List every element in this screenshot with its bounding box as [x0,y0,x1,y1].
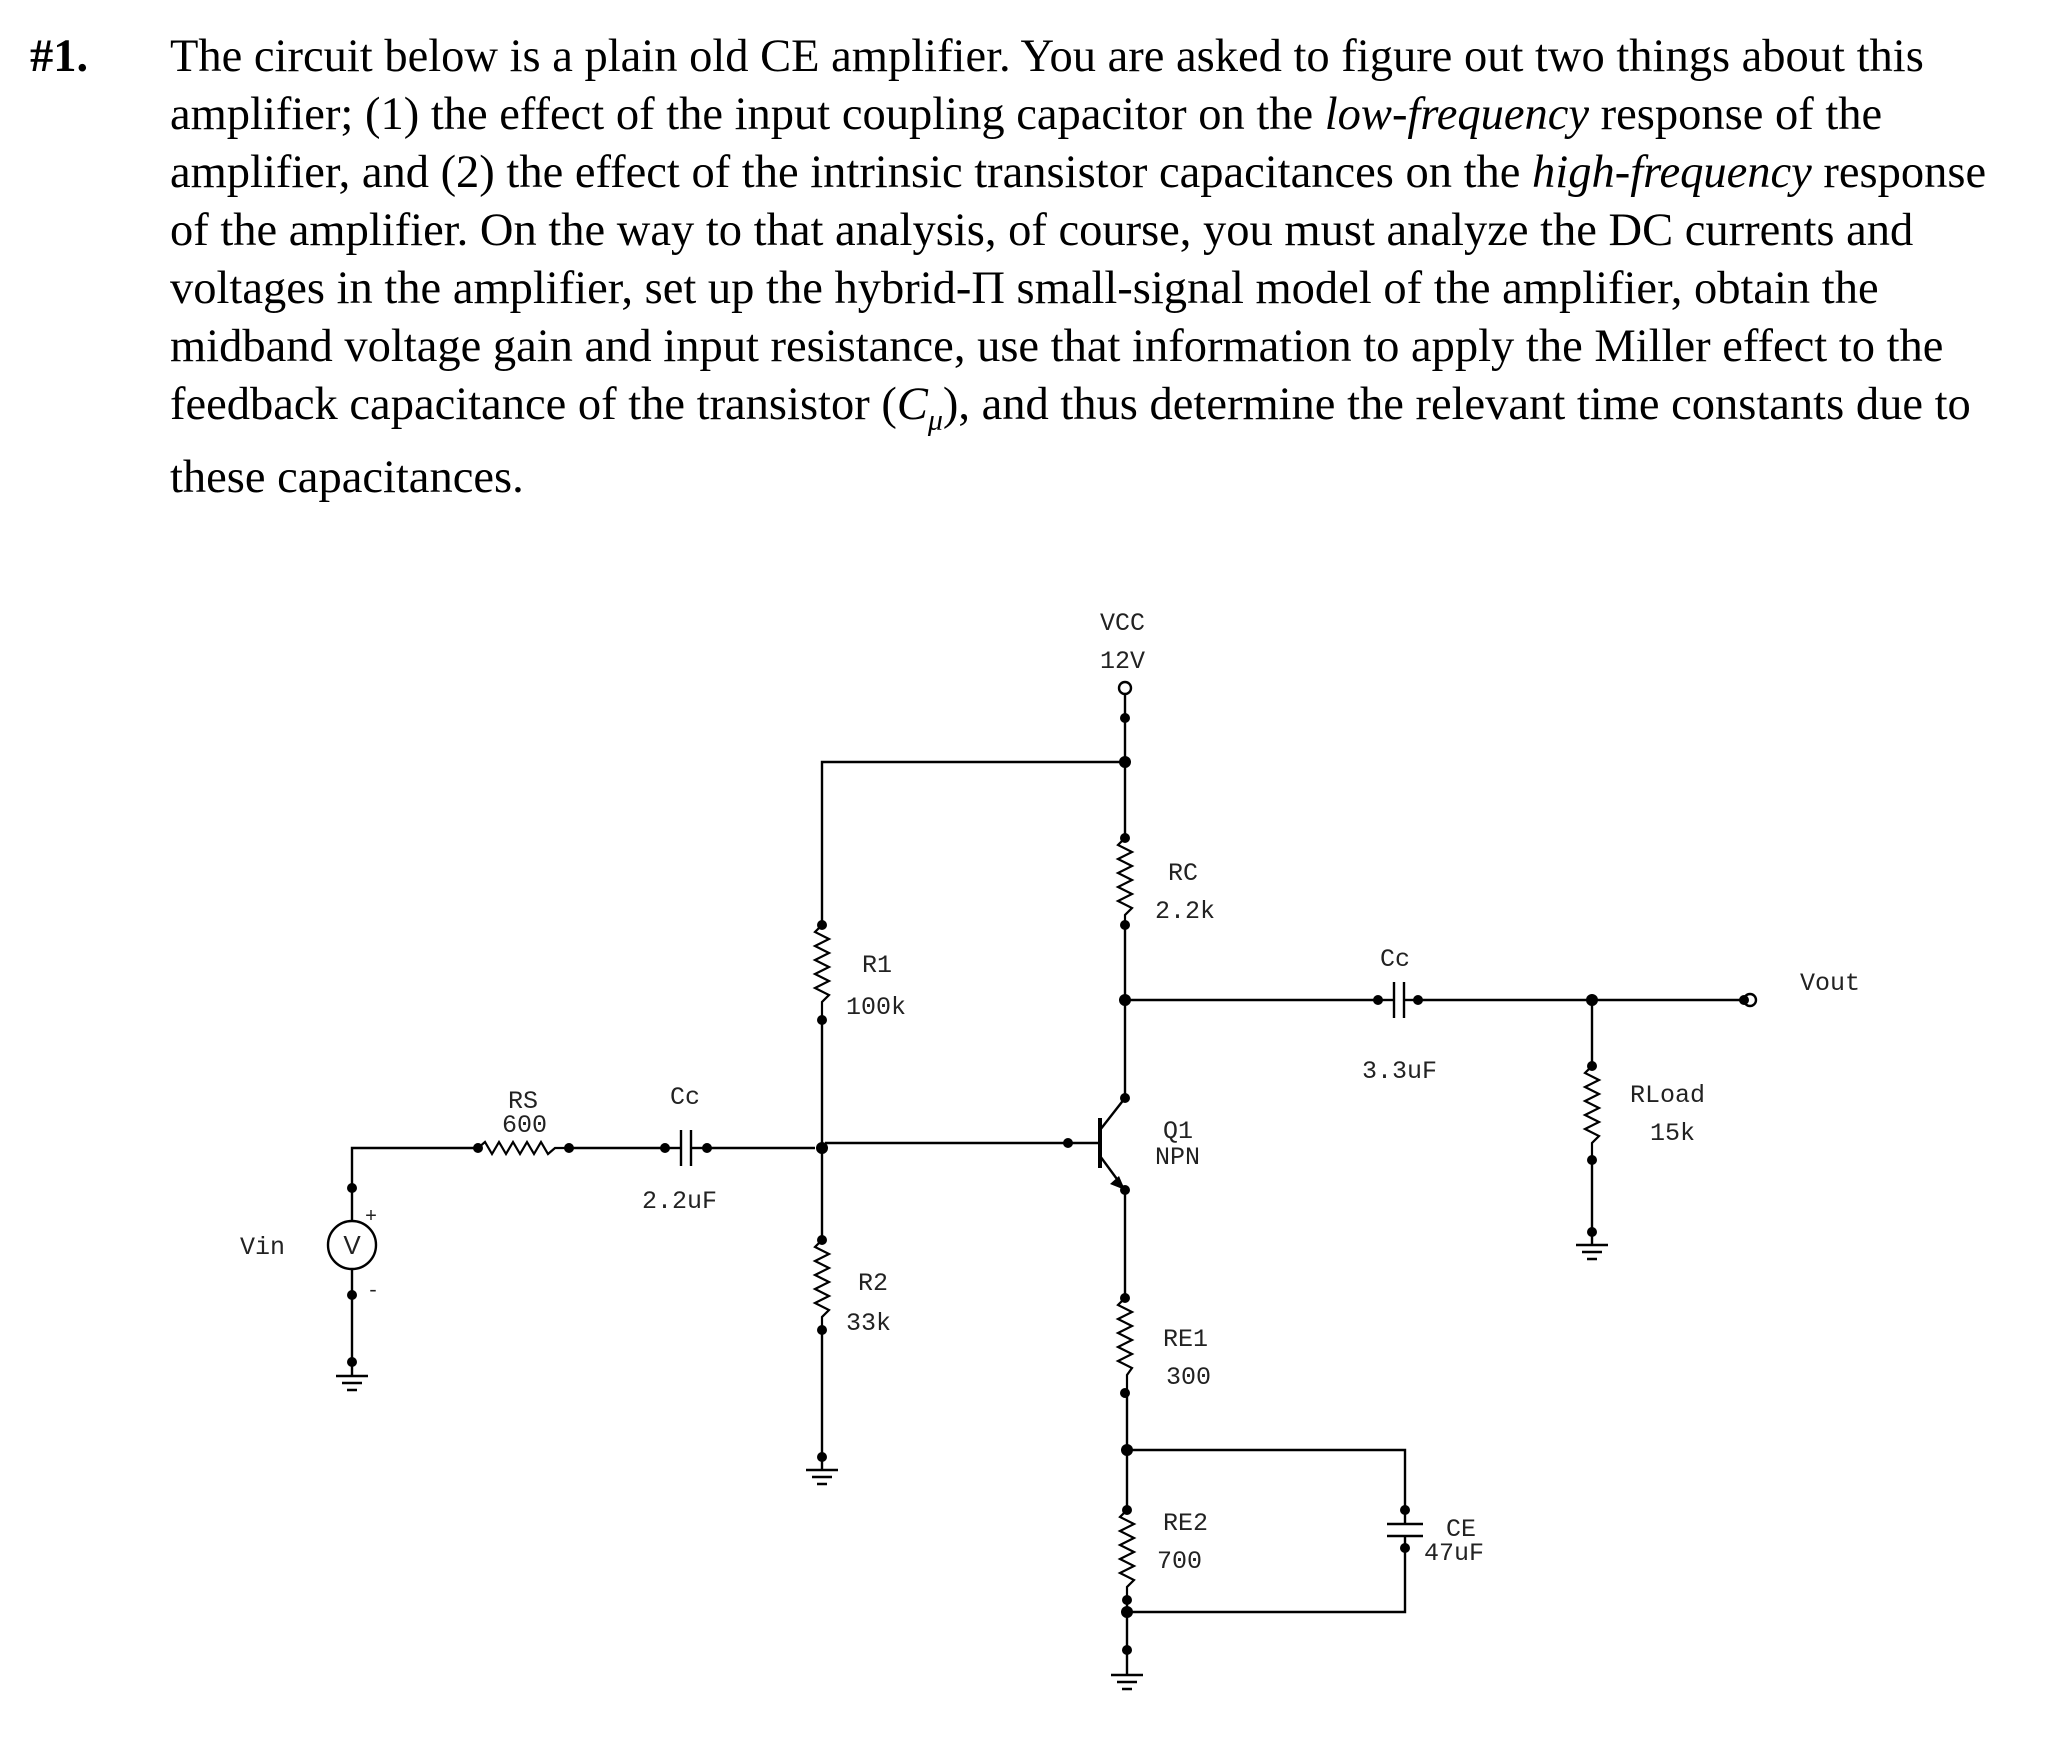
rs-name-label: RS [508,1087,539,1116]
question-text-part: response of the amplifier. On the way to that analysis, of course, you must analyze the DC currents and voltages in the amplifier, set up the hybrid-Π small-signal model of the amplifier, obtain the midband voltage gain and input resistance, use that information to apply the Miller effect to the feedback capacitance of the transistor ( [170,147,1987,430]
vcc-value-label: 12V [1100,647,1146,676]
re2-resistor [1120,1510,1134,1600]
rc-name-label: RC [1168,859,1199,888]
question-text-part: response of the amplifier, and (2) the effect of the intrinsic transistor capacitances on the [170,89,1883,198]
c-mu-subscript: μ [927,403,943,437]
ground-symbols [336,1232,1608,1689]
rload-resistor [1585,1066,1599,1160]
vcc-name-label: VCC [1100,609,1146,638]
rload-name-label: RLoad [1630,1081,1706,1110]
vcc-terminal [1119,682,1131,700]
rc-resistor [1118,838,1132,925]
question-text-part: The circuit below is a plain old CE amplifier. You are asked to figure out two things about this amplifier; (1) the effect of the input coupling capacitor on the [170,31,1924,140]
source-minus-sign: - [367,1280,380,1303]
pin-dots [347,713,1749,1655]
question-number: #1. [30,31,89,82]
component-labels [240,609,1860,1576]
r1-name-label: R1 [862,951,893,980]
cc-in-value-label: 2.2uF [642,1187,718,1216]
ce-value-label: 47uF [1424,1539,1485,1568]
cc-out-name-label: Cc [1380,945,1411,974]
vin-label: Vin [240,1233,286,1262]
question-text-part: ), and thus determine the relevant time constants due to these capacitances. [170,379,1971,504]
ground-icon [1111,1650,1143,1689]
c-mu-letter: C [896,379,928,430]
r2-name-label: R2 [858,1269,889,1298]
ce-name-label: CE [1446,1515,1477,1544]
resistors [478,838,1599,1600]
rload-value-label: 15k [1650,1119,1696,1148]
rs-value-label: 600 [502,1111,548,1140]
wires [352,700,1744,1650]
emphasis-low-frequency: low-frequency [1324,89,1590,140]
source-plus-sign: + [365,1206,378,1229]
r2-resistor [815,1240,829,1330]
r1-value-label: 100k [846,993,907,1022]
re1-name-label: RE1 [1163,1325,1209,1354]
emitter-bypass-capacitor [1387,1510,1423,1548]
output-coupling-capacitor [1378,982,1418,1018]
q1-type-label: NPN [1155,1143,1201,1172]
emphasis-high-frequency: high-frequency [1532,147,1812,198]
re2-value-label: 700 [1157,1547,1203,1576]
re1-value-label: 300 [1166,1363,1212,1392]
cc-out-value-label: 3.3uF [1362,1057,1438,1086]
vout-label: Vout [1800,969,1861,998]
re1-resistor [1118,1298,1132,1393]
r1-resistor [815,925,829,1020]
re2-name-label: RE2 [1163,1509,1209,1538]
rs-resistor [478,1142,569,1154]
r2-value-label: 33k [846,1309,892,1338]
rc-value-label: 2.2k [1155,897,1216,926]
input-coupling-capacitor [665,1130,707,1166]
cc-in-name-label: Cc [670,1083,701,1112]
npn-transistor [1068,1098,1125,1190]
source-symbol: V [343,1230,361,1260]
voltage-source [328,1188,376,1295]
q1-name-label: Q1 [1163,1117,1194,1146]
